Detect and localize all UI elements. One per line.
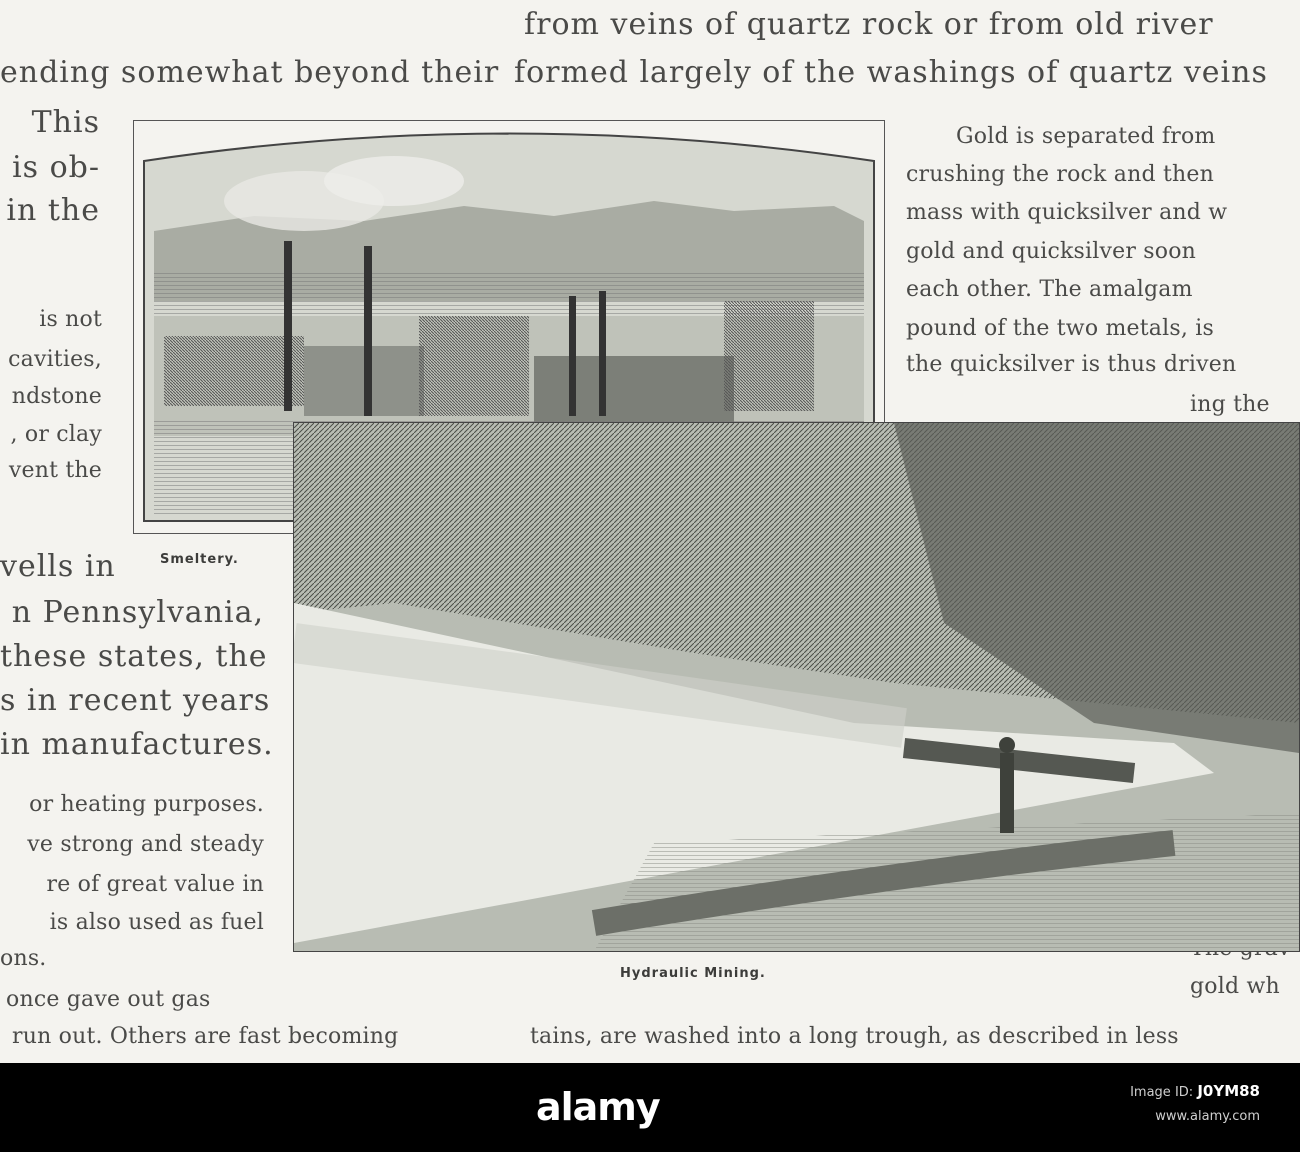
left-line: once gave out gas	[6, 987, 211, 1012]
left-line: re of great value in	[46, 872, 264, 897]
left-line: ndstone	[11, 384, 102, 409]
left-line: ending somewhat beyond their	[0, 55, 500, 90]
hydraulic-mining-illustration	[293, 422, 1300, 952]
smeltery-caption: Smeltery.	[160, 552, 239, 567]
stock-footer	[0, 1063, 1300, 1152]
left-line: these states, the	[0, 639, 268, 674]
left-line: , or clay	[10, 422, 102, 447]
left-line: ons.	[0, 946, 47, 971]
bottom-line: tains, are washed into a long trough, as described in less	[530, 1024, 1179, 1049]
right-line: each other. The amalgam	[906, 277, 1193, 302]
hydraulic-mining-caption: Hydraulic Mining.	[620, 966, 766, 981]
right-line: mass with quicksilver and w	[906, 200, 1228, 225]
left-line: This	[31, 105, 100, 140]
narrow-line: gold wh	[1190, 974, 1280, 999]
left-line: in the	[6, 193, 100, 228]
left-line: in manufactures.	[0, 727, 274, 762]
right-line: the quicksilver is thus driven	[906, 352, 1237, 377]
left-line: s in recent years	[0, 683, 271, 718]
top-line-2: formed largely of the washings of quartz veins	[514, 55, 1268, 90]
left-line: vells in	[0, 549, 116, 584]
narrow-line: ing the	[1190, 392, 1270, 417]
left-line: is ob-	[12, 150, 100, 185]
right-line: Gold is separated from	[956, 124, 1216, 149]
right-line: crushing the rock and then	[906, 162, 1214, 187]
left-line: run out. Others are fast becoming	[12, 1024, 399, 1049]
left-line: n Pennsylvania,	[11, 595, 264, 630]
left-line: ve strong and steady	[27, 832, 264, 857]
left-line: is not	[39, 307, 102, 332]
right-line: pound of the two metals, is	[906, 316, 1214, 341]
image-id-label: Image ID:	[1130, 1085, 1194, 1100]
image-id: J0YM88	[1197, 1082, 1260, 1100]
left-line: or heating purposes.	[29, 792, 264, 817]
left-line: cavities,	[8, 347, 102, 372]
top-line-1: from veins of quartz rock or from old river	[524, 7, 1214, 42]
site-url: www.alamy.com	[1155, 1109, 1260, 1124]
left-line: is also used as fuel	[49, 910, 264, 935]
left-line: vent the	[8, 458, 102, 483]
alamy-logo: alamy	[536, 1085, 660, 1129]
right-line: gold and quicksilver soon	[906, 239, 1197, 264]
stock-meta	[1130, 1079, 1260, 1129]
